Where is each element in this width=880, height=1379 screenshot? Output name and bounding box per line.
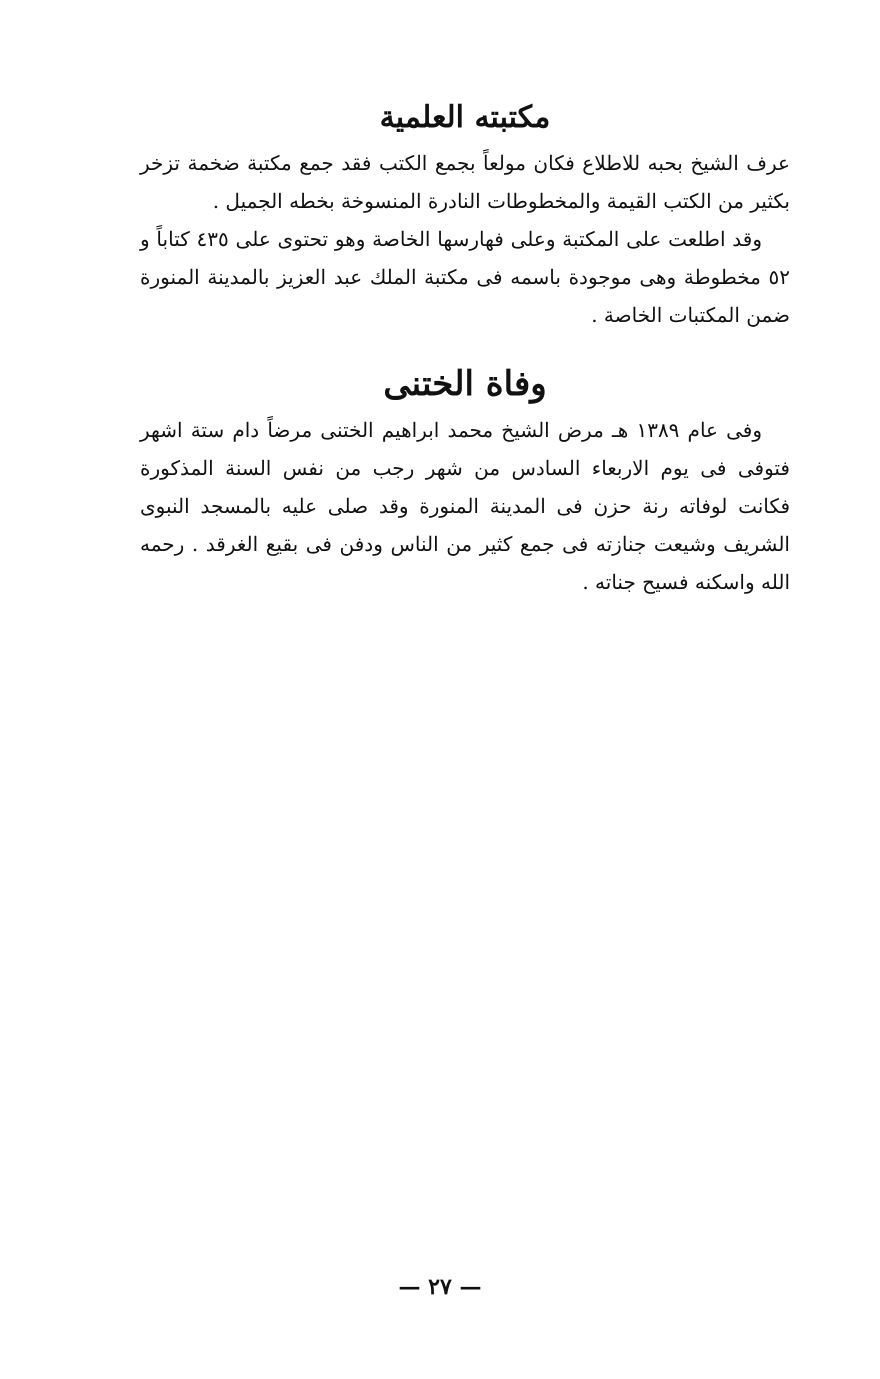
section-heading-death: وفاة الختنى [383, 364, 547, 404]
page-number: — ٢٧ — [398, 1274, 482, 1300]
paragraph-death: وفى عام ١٣٨٩ هـ مرض الشيخ محمد ابراهيم الختنى مرضاً دام ستة اشهر فتوفى فى يوم الاربعاء السادس من شهر رجب من نفس السنة المذكورة فكانت لوفاته رنة حزن فى المدينة المنورة وقد صلى عليه بالمسجد النبوى الشريف وشيعت جنازته فى جمع كثير من الناس ودفن فى بقيع الغرقد . رحمه الله واسكنه فسيح جناته . [140, 417, 790, 594]
page-content [140, 100, 790, 601]
section-heading-library: مكتبته العلمية [379, 100, 551, 135]
paragraph-library-catalog: وقد اطلعت على المكتبة وعلى فهارسها الخاصة وهو تحتوى على ٤٣٥ كتاباً و ٥٢ مخطوطة وهى موجودة باسمه فى مكتبة الملك عبد العزيز بالمدينة المنورة ضمن المكتبات الخاصة . [140, 227, 790, 327]
paragraph-library-collection: عرف الشيخ بحبه للاطلاع فكان مولعاً بجمع الكتب فقد جمع مكتبة ضخمة تزخر بكثير من الكتب القيمة والمخطوطات النادرة المنسوخة بخطه الجميل . [140, 151, 790, 213]
